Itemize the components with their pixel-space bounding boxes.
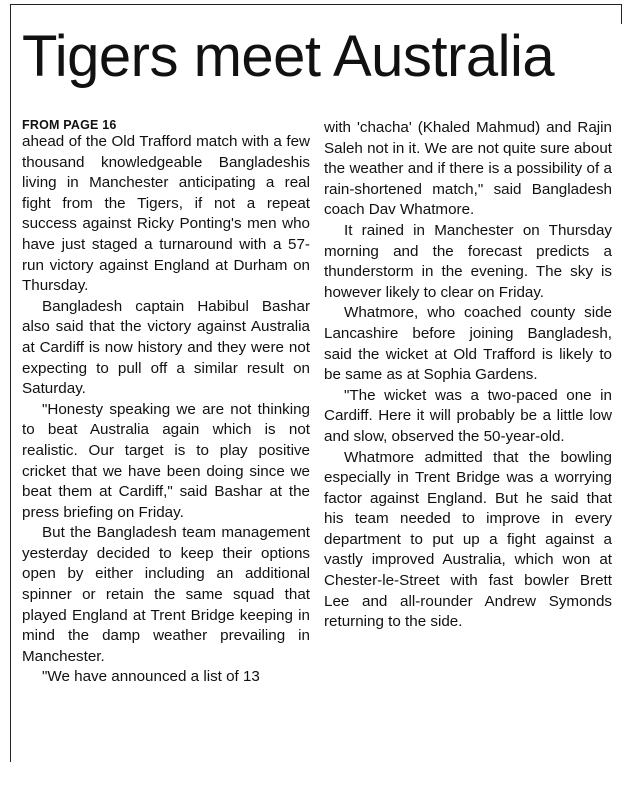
paragraph: ahead of the Old Trafford match with a few thousand knowledgeable Bangladeshis living in Manchester anticipating a real fight from the Tigers, if not a repeat success against Ricky Ponting's men who have just staged a turnaround with a 57-run victory against England at Durham on Thursday. [22,133,310,295]
paragraph: It rained in Manchester on Thursday morning and the forecast predicts a thunderstorm in the evening. The sky is however likely to clear on Friday. [324,221,612,301]
left-rule [10,4,11,762]
headline: Tigers meet Australia [22,24,555,89]
paragraph: "We have announced a list of 13 [42,668,260,686]
column-right [324,118,612,778]
right-rule [621,4,622,24]
top-rule [10,4,622,5]
dateline: FROM PAGE 16 [22,118,117,132]
paragraph: "Honesty speaking we are not thinking to beat Australia again which is not realistic. Our target is to play positive cricket that we have been doing since we beat them at Cardiff," said Bashar at the press briefing on Friday. [22,400,310,521]
column-left [22,118,310,778]
paragraph: Whatmore admitted that the bowling especially in Trent Bridge was a worrying factor against England. But he said that his team needed to improve in every department to put up a fight against a vastly improved Australia, which won at Chester-le-Street with fast bowler Brett Lee and all-rounder Andrew Symonds returning to the side. [324,448,612,631]
paragraph: Whatmore, who coached county side Lancashire before joining Bangladesh, said the wicket at Old Trafford is likely to be same as at Sophia Gardens. [324,304,612,384]
paragraph: with 'chacha' (Khaled Mahmud) and Rajin Saleh not in it. We are not quite sure about the weather and if there is a possibility of a rain-shortened match," said Bangladesh coach Dav Whatmore. [324,119,612,219]
article-body [22,118,612,778]
paragraph: "The wicket was a two-paced one in Cardiff. Here it will probably be a little low and slow, observed the 50-year-old. [324,386,612,445]
paragraph: Bangladesh captain Habibul Bashar also said that the victory against Australia at Cardiff is now history and they were not expecting to pull off a similar result on Saturday. [22,297,310,398]
paragraph: But the Bangladesh team management yesterday decided to keep their options open by either including an additional spinner or retain the same squad that played England at Trent Bridge keeping in mind the damp weather prevailing in Manchester. [22,524,310,665]
